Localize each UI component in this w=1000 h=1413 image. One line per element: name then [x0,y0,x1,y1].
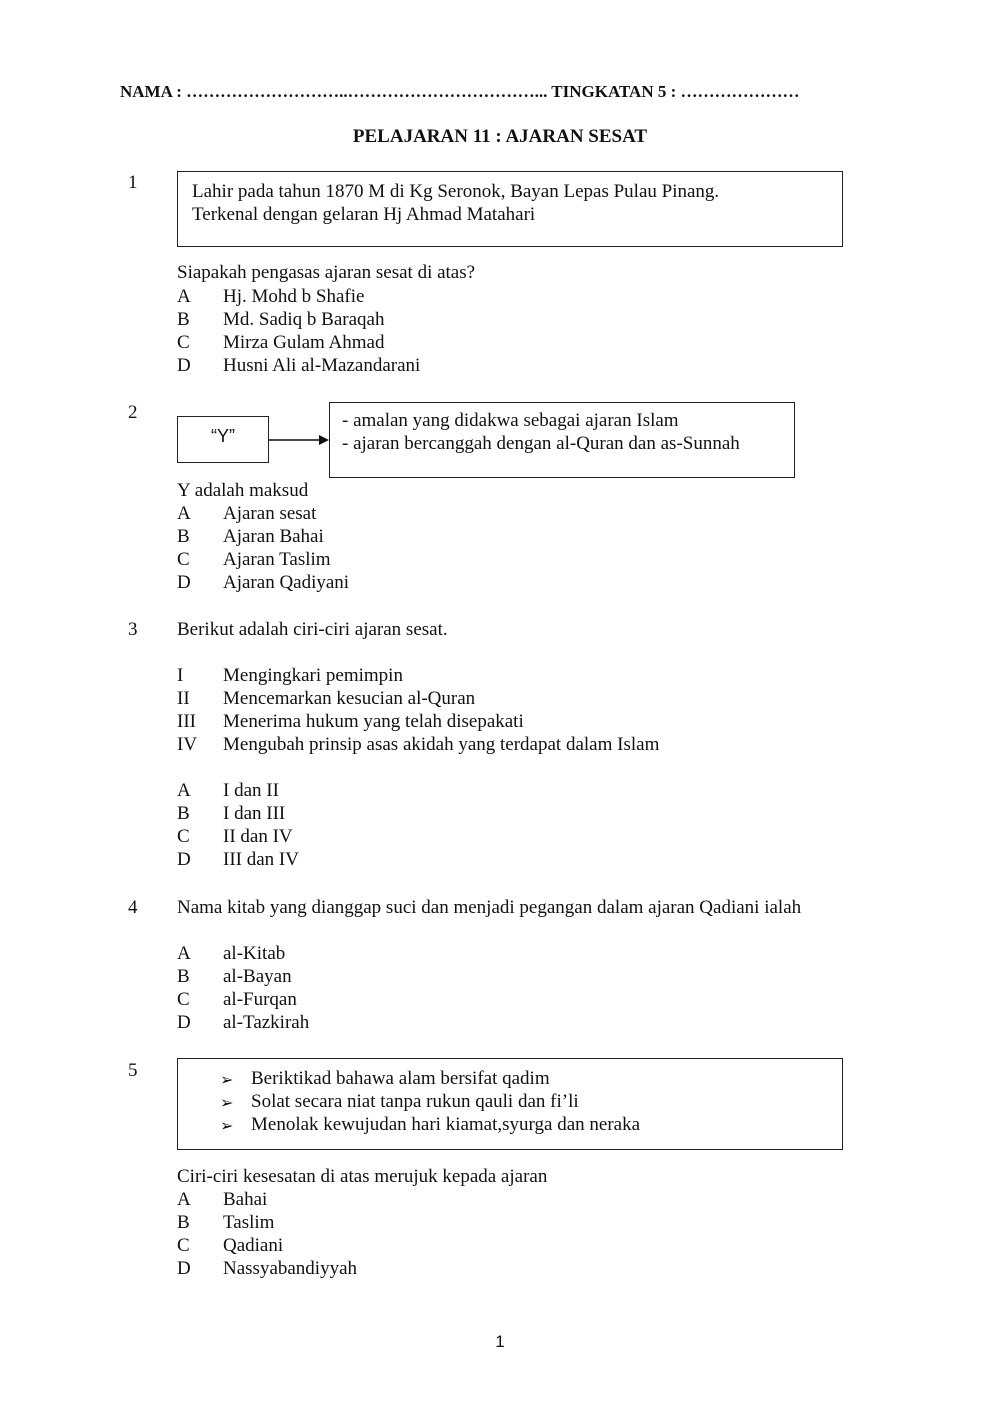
q1-option-text: Hj. Mohd b Shafie [223,286,365,307]
q3-option-letter: A [177,780,191,801]
q5-option-letter: A [177,1189,191,1210]
q3-question: Berikut adalah ciri-ciri ajaran sesat. [177,619,448,640]
q4-option-text: al-Furqan [223,989,297,1010]
q3-statement-text: Mengubah prinsip asas akidah yang terdapat dalam Islam [223,734,660,755]
q4-option-text: al-Bayan [223,966,292,987]
q2-option-text: Ajaran sesat [223,503,317,524]
q2-definition-box [329,402,795,478]
q2-option-text: Ajaran Qadiyani [223,572,350,593]
question-number-1: 1 [128,172,138,193]
q3-option-text: II dan IV [223,826,293,847]
page-title: PELAJARAN 11 : AJARAN SESAT [352,126,648,147]
q1-option-text: Md. Sadiq b Baraqah [223,309,385,330]
q5-option-letter: C [177,1235,190,1256]
q3-statement-roman: II [177,688,190,709]
q1-option-text: Mirza Gulam Ahmad [223,332,385,353]
question-number-2: 2 [128,402,138,423]
q4-option-text: al-Tazkirah [223,1012,310,1033]
q1-box-line-2: Terkenal dengan gelaran Hj Ahmad Matahari [192,204,536,225]
q4-option-letter: D [177,1012,191,1033]
arrow-bullet-icon: ➢ [220,1116,234,1135]
q5-info-box [177,1058,843,1150]
q3-statement-text: Mengingkari pemimpin [223,665,403,686]
arrow-bullet-icon: ➢ [220,1070,234,1089]
q3-statement-text: Mencemarkan kesucian al-Quran [223,688,476,709]
q4-option-letter: C [177,989,190,1010]
q1-option-text: Husni Ali al-Mazandarani [223,355,421,376]
q5-option-text: Qadiani [223,1235,284,1256]
q1-question: Siapakah pengasas ajaran sesat di atas? [177,262,476,283]
page-number: 1 [495,1332,505,1351]
question-number-3: 3 [128,619,138,640]
q3-option-text: I dan II [223,780,279,801]
q2-y-box [177,416,269,463]
q2-y-label: “Y” [211,426,235,446]
q2-option-letter: D [177,572,191,593]
q2-box-line-1: - amalan yang didakwa sebagai ajaran Islam [342,410,679,431]
q3-option-text: III dan IV [223,849,299,870]
question-number-4: 4 [128,897,138,918]
arrow-bullet-icon: ➢ [220,1093,234,1112]
q1-option-letter: B [177,309,190,330]
q2-box-line-2: - ajaran bercanggah dengan al-Quran dan as-Sunnah [342,433,740,454]
q2-option-text: Ajaran Bahai [223,526,324,547]
q4-option-letter: A [177,943,191,964]
q4-question: Nama kitab yang dianggap suci dan menjadi pegangan dalam ajaran Qadiani ialah [177,897,802,918]
q5-bullet-text: Beriktikad bahawa alam bersifat qadim [251,1068,550,1089]
q5-option-letter: D [177,1258,191,1279]
q2-option-letter: C [177,549,190,570]
q3-option-letter: C [177,826,190,847]
q3-statement-roman: IV [177,734,198,755]
q2-question: Y adalah maksud [177,480,309,501]
q1-option-letter: D [177,355,191,376]
q1-option-letter: C [177,332,190,353]
q2-option-letter: B [177,526,190,547]
q1-option-letter: A [177,286,191,307]
q2-option-text: Ajaran Taslim [223,549,331,570]
q5-option-text: Nassyabandiyyah [223,1258,358,1279]
q4-option-text: al-Kitab [223,943,286,964]
question-number-5: 5 [128,1060,138,1081]
arrow-icon [269,432,331,448]
q3-statement-text: Menerima hukum yang telah disepakati [223,711,524,732]
q3-option-letter: D [177,849,191,870]
q5-option-letter: B [177,1212,190,1233]
q4-option-letter: B [177,966,190,987]
q1-info-box [177,171,843,247]
q5-question: Ciri-ciri kesesatan di atas merujuk kepada ajaran [177,1166,548,1187]
q3-option-letter: B [177,803,190,824]
q3-statement-roman: I [177,665,184,686]
nama-tingkatan-line: NAMA : ………………………..……………………………... TINGKATAN 5 : ………………… [120,82,800,101]
q1-box-line-1: Lahir pada tahun 1870 M di Kg Seronok, Bayan Lepas Pulau Pinang. [192,181,720,202]
q5-option-text: Taslim [223,1212,275,1233]
q3-option-text: I dan III [223,803,286,824]
q5-bullet-text: Solat secara niat tanpa rukun qauli dan fi’li [251,1091,579,1112]
q2-option-letter: A [177,503,191,524]
q5-option-text: Bahai [223,1189,268,1210]
q3-statement-roman: III [177,711,196,732]
q5-bullet-text: Menolak kewujudan hari kiamat,syurga dan neraka [251,1114,641,1135]
